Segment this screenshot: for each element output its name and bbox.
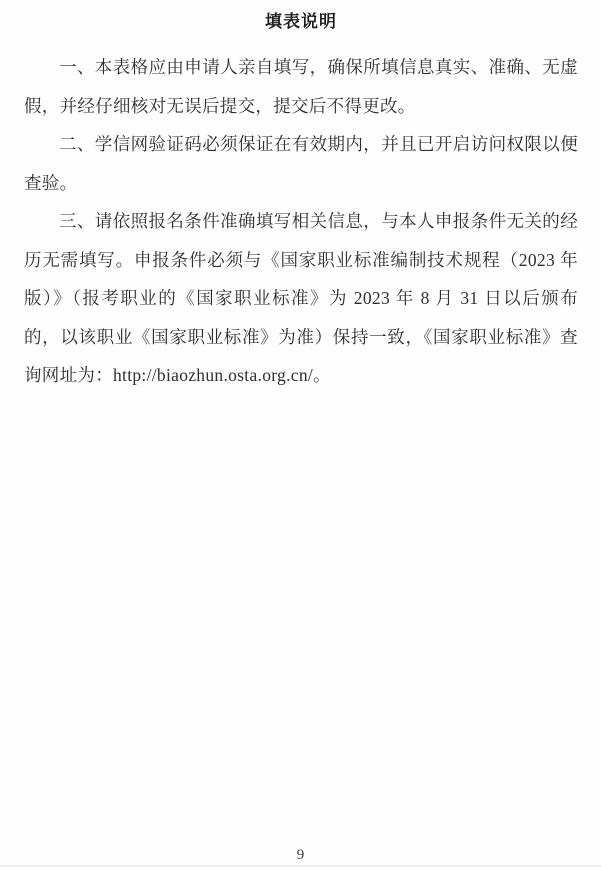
document-content xyxy=(0,0,601,395)
page-bottom-edge xyxy=(0,865,601,867)
instruction-paragraph-2: 二、学信网验证码必须保证在有效期内，并且已开启访问权限以便查验。 xyxy=(24,134,578,193)
page-title: 填表说明 xyxy=(265,12,337,31)
instruction-paragraph-3: 三、请依照报名条件准确填写相关信息，与本人申报条件无关的经历无需填写。申报条件必须与《国家职业标准编制技术规程（2023 年版）》（报考职业的《国家职业标准》为 2023 年 8 月 31 日以后颁布的，以该职业《国家职业标准》为准）保持一致，《国家职业标准》查询网址为：http://biaozhun.osta.org.cn/。 xyxy=(24,211,578,385)
instruction-paragraph-1: 一、本表格应由申请人亲自填写，确保所填信息真实、准确、无虚假，并经仔细核对无误后提交，提交后不得更改。 xyxy=(24,57,578,116)
page-number: 9 xyxy=(296,847,305,863)
